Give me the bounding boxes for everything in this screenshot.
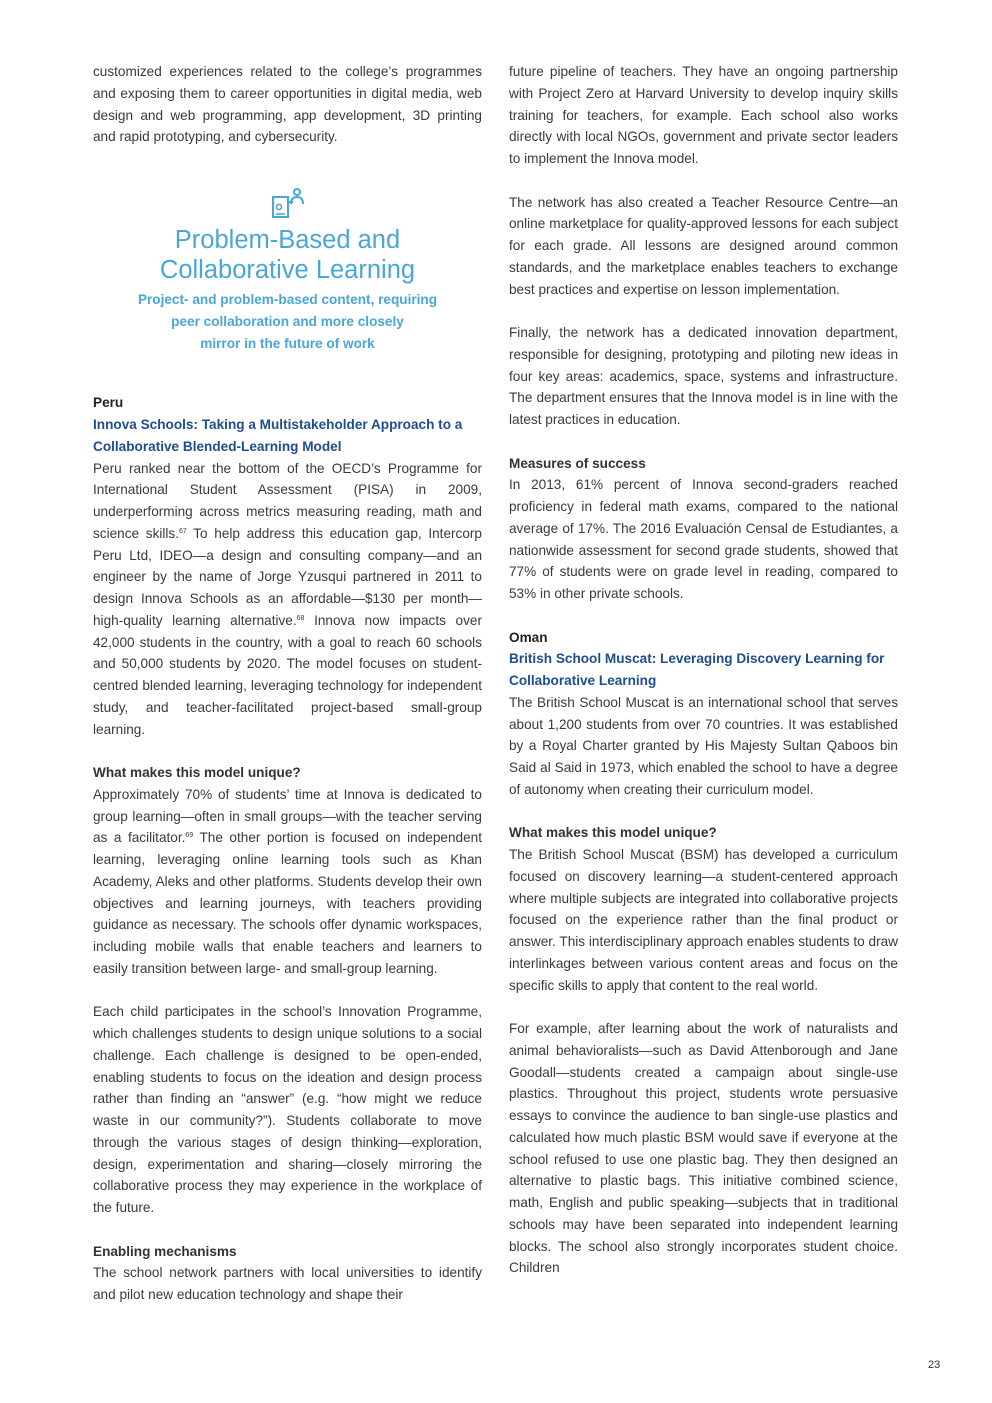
footnote-ref: 67 [179, 527, 187, 535]
subheading-unique: What makes this model unique? [93, 765, 301, 780]
country-heading-oman: Oman [509, 629, 548, 645]
section-callout [93, 186, 482, 354]
callout-title-line-2: Collaborative Learning [159, 255, 416, 284]
country-heading-peru: Peru [93, 395, 124, 411]
text-run: Innova now impacts over 42,000 students in the country, with a goal to reach 60 schools and 50,000 students by 2020. The model focuses on student-centred blended learning, leveraging technology for independent study, and teacher-facilitated project-based small-group learning. [93, 612, 482, 737]
success-paragraph: In 2013, 61% percent of Innova second-graders reached proficiency in federal math exams, compared to the national average of 17%. The 2016 Evaluación Censal de Estudiantes, a nationwide assessment for second grade students, showed that 77% of students were on grade level in reading, compared to 53% in other private schools. [509, 477, 898, 601]
text-run: To help address this education gap, Intercorp Peru Ltd, IDEO—a design and consulting company—and an engineer by the name of Jorge Yzusqui partnered in 2011 to design Innova Schools as an affordable—$130 per month—high-quality learning alternative. [93, 525, 482, 628]
partnership-paragraph: future pipeline of teachers. They have an ongoing partnership with Project Zero at Harvard University to develop inquiry skills training for teachers, for example. Each school also works directly with local NGOs, government and private sector leaders to implement the Innova model. [509, 64, 898, 166]
callout-subtitle-line-1: Project- and problem-based content, requiring [137, 292, 438, 307]
bsm-example-paragraph: For example, after learning about the work of naturalists and animal behavioralists—such as David Attenborough and Jane Goodall—students created a campaign about single-use plastics. Throughout this project, students wrote persuasive essays to convince the audience to ban single-use plastics and calculated how much plastic BSM would save if everyone at the school refused to use one plastic bag. They then designed an alternative to plastic bags. This initiative combined science, math, English and public speaking—subjects that in traditional schools may have been separated into independent learning blocks. The school also strongly incorporates student choice. Children [509, 1021, 898, 1276]
left-column [93, 61, 482, 1306]
enabling-paragraph: The school network partners with local universities to identify and pilot new education technology and shape their [93, 1265, 482, 1302]
bsm-overview-paragraph: The British School Muscat is an international school that serves about 1,200 students from over 70 countries. It was established by a Royal Charter granted by His Majesty Sultan Qaboos bin Said al Said in 1973, which enabled the school to have a degree of autonomy when creating their curriculum model. [509, 694, 898, 797]
collaboration-icon [270, 186, 306, 222]
page-number: 23 [928, 1359, 941, 1371]
callout-subtitle-line-3: mirror in the future of work [200, 335, 375, 351]
text-run: Peru ranked near the bottom of the OECD’s Programme for International Student Assessment (PISA) in 2009, underperforming across metrics measuring reading, math and science skills. [93, 460, 482, 541]
footnote-ref: 68 [296, 614, 305, 622]
subheading-unique-bsm: What makes this model unique? [509, 825, 717, 841]
innovation-programme-paragraph: Each child participates in the school’s Innovation Programme, which challenges students to design unique solutions to a social challenge. Each challenge is designed to be open-ended, enabling students to focus on the ideation and design process rather than finding an “answer” (e.g. “how might we reduce waste in our community?”). Students collaborate to move through the various stages of design thinking—exploration, design, experimentation and sharing—closely mirroring the collaborative process they may experience in the workplace of the future. [93, 1004, 482, 1215]
bsm-unique-paragraph: The British School Muscat (BSM) has developed a curriculum focused on discovery learning—a student-centered approach where multiple subjects are integrated into collaborative projects focused on the experience rather than the final product or answer. This interdisciplinary approach enables students to draw interlinkages between various content areas and focus on the specific skills to apply that content to the real world. [509, 847, 898, 993]
text-run: The other portion is focused on independent learning, leveraging online learning tools such as Khan Academy, Aleks and other platforms. Students develop their own objectives and learning journeys, with teachers providing guidance as necessary. The schools offer dynamic workspaces, including mobile walls that enable teachers and learners to easily transition between large- and small-group learning. [93, 830, 482, 976]
footnote-ref: 69 [185, 832, 194, 840]
callout-title-line-1: Problem-Based and [174, 226, 401, 254]
intro-paragraph: customized experiences related to the college’s programmes and exposing them to career opportunities in digital media, web design and web programming, app development, 3D printing and rapid prototyping, and cybersecurity. [93, 64, 482, 145]
subheading-enabling: Enabling mechanisms [93, 1243, 237, 1259]
callout-subtitle [93, 289, 482, 354]
innova-unique-paragraph [93, 784, 482, 980]
text-run: Approximately 70% of students’ time at Innova is dedicated to group learning—often in small groups—with the teacher serving as a facilitator. [93, 786, 482, 846]
subheading-success: Measures of success [509, 455, 646, 471]
right-column [509, 61, 898, 1279]
innova-overview-paragraph [93, 458, 482, 741]
callout-title [93, 226, 482, 285]
case-title-bsm: British School Muscat: Leveraging Discovery Learning for Collaborative Learning [509, 651, 885, 688]
case-title-innova: Innova Schools: Taking a Multistakeholder Approach to a Collaborative Blended-Learning Model [93, 417, 463, 454]
callout-subtitle-line-2: peer collaboration and more closely [171, 313, 404, 329]
innovation-department-paragraph: Finally, the network has a dedicated innovation department, responsible for designing, prototyping and piloting new ideas in four key areas: academics, space, systems and infrastructure. The department ensures that the Innova model is in line with the latest practices in education. [509, 325, 898, 427]
teacher-resource-paragraph: The network has also created a Teacher Resource Centre—an online marketplace for quality-approved lessons for each subject for each grade. All lessons are designed around common standards, and the marketplace enables teachers to exchange best practices and expertise on lesson implementation. [509, 194, 898, 297]
